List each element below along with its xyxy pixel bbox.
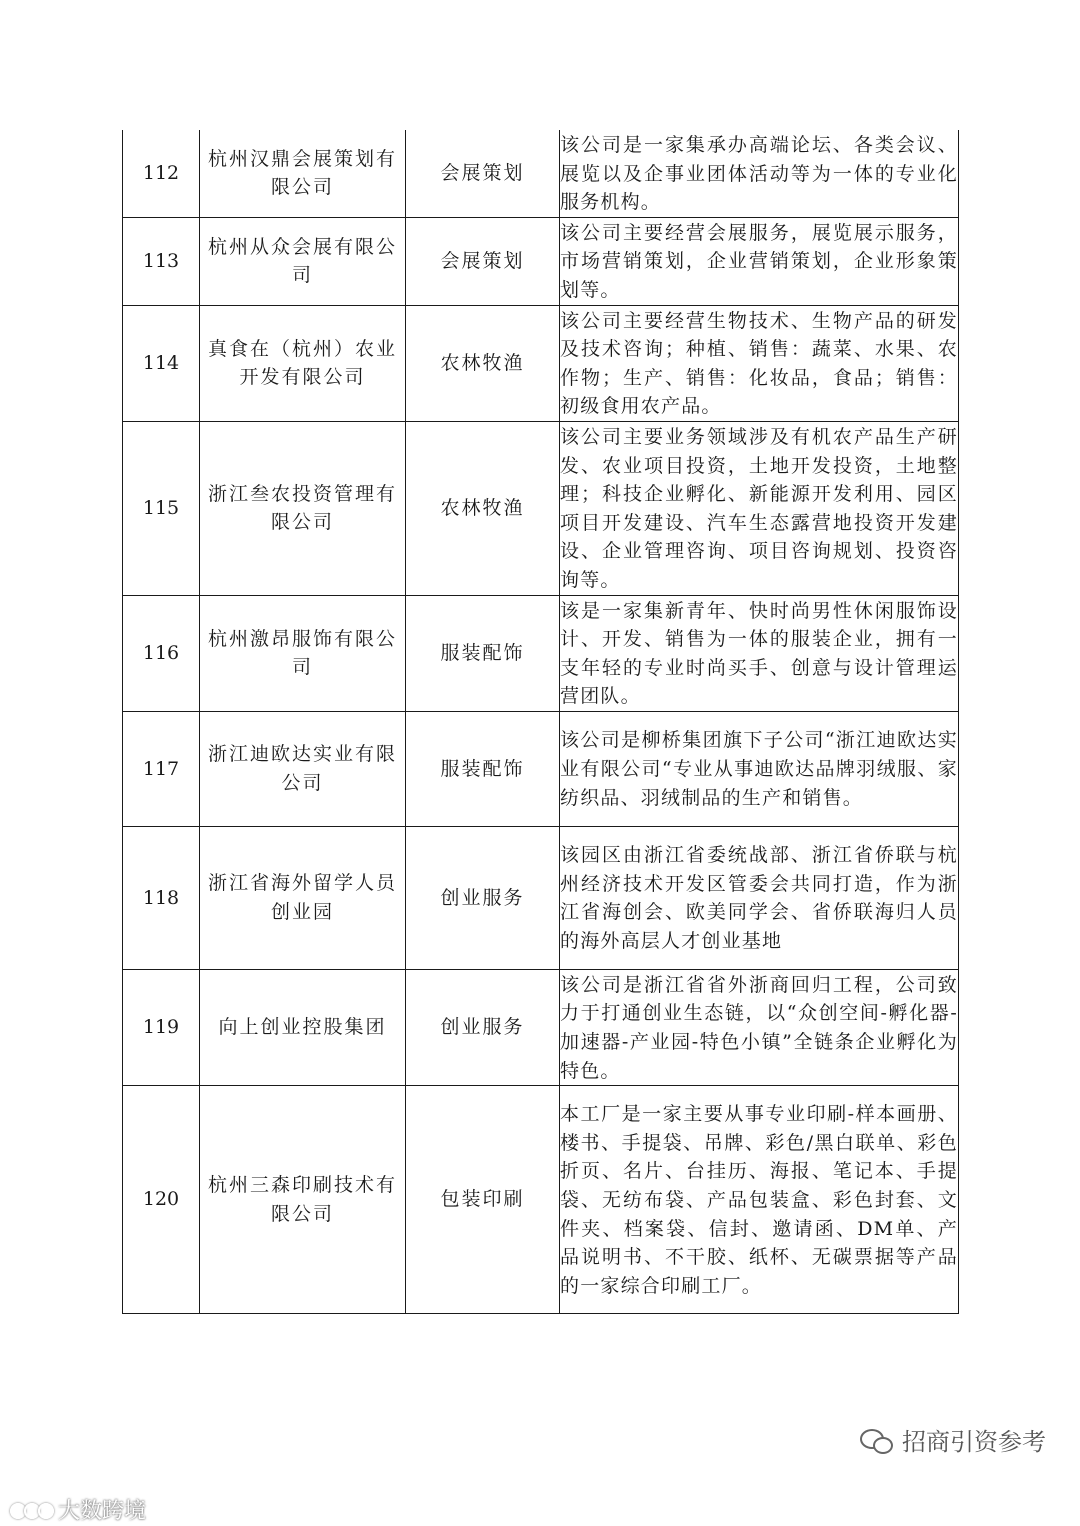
description: 该园区由浙江省委统战部、浙江省侨联与杭州经济技术开发区管委会共同打造，作为浙江省海创会、欧美同学会、省侨联海归人员的海外高层人才创业基地 — [560, 844, 958, 952]
wechat-watermark — [860, 1422, 1046, 1457]
industry: 农林牧渔 — [406, 421, 560, 595]
source-watermark — [8, 1494, 146, 1525]
table-row — [123, 217, 959, 305]
table-row — [123, 421, 959, 595]
row-number: 115 — [123, 421, 200, 595]
company-name: 浙江叁农投资管理有限公司 — [200, 421, 406, 595]
industry: 创业服务 — [406, 969, 560, 1085]
industry: 创业服务 — [406, 826, 560, 969]
description: 该公司主要经营生物技术、生物产品的研发及技术咨询；种植、销售：蔬菜、水果、农作物；生产、销售：化妆品，食品；销售：初级食用农产品。 — [560, 309, 958, 418]
company-name: 真食在（杭州）农业开发有限公司 — [200, 305, 406, 421]
table-row — [123, 595, 959, 711]
description-cell — [560, 969, 959, 1085]
description-cell — [560, 421, 959, 595]
wechat-account-name: 招商引资参考 — [902, 1428, 1046, 1456]
dashu-logo-icon — [8, 1499, 52, 1521]
description-cell — [560, 1086, 959, 1314]
row-number: 118 — [123, 826, 200, 969]
table-row — [123, 305, 959, 421]
description-cell — [560, 826, 959, 969]
description: 该公司主要业务领域涉及有机农产品生产研发、农业项目投资，土地开发投资，土地整理；科技企业孵化、新能源开发利用、园区项目开发建设、汽车生态露营地投资开发建设、企业管理咨询、项目咨询规划、投资咨询等。 — [560, 425, 958, 591]
company-name: 杭州三森印刷技术有限公司 — [200, 1086, 406, 1314]
description-cell — [560, 217, 959, 305]
description-cell — [560, 305, 959, 421]
description: 该公司是柳桥集团旗下子公司“浙江迪欧达实业有限公司“专业从事迪欧达品牌羽绒服、家纺织品、羽绒制品的生产和销售。 — [560, 729, 958, 809]
row-number: 113 — [123, 217, 200, 305]
company-name: 浙江省海外留学人员创业园 — [200, 826, 406, 969]
company-name: 浙江迪欧达实业有限公司 — [200, 711, 406, 826]
row-number: 116 — [123, 595, 200, 711]
description: 该公司是浙江省省外浙商回归工程，公司致力于打通创业生态链，以“众创空间-孵化器-加速器-产业园-特色小镇”全链条企业孵化为特色。 — [560, 973, 958, 1082]
source-name: 大数跨境 — [58, 1499, 147, 1524]
description-cell — [560, 130, 959, 217]
row-number: 112 — [123, 130, 200, 217]
row-number: 119 — [123, 969, 200, 1085]
industry: 包装印刷 — [406, 1086, 560, 1314]
description: 该公司是一家集承办高端论坛、各类会议、展览以及企事业团体活动等为一体的专业化服务机构。 — [560, 134, 958, 214]
table-row — [123, 969, 959, 1085]
table-row — [123, 1086, 959, 1314]
description: 本工厂是一家主要从事专业印刷-样本画册、楼书、手提袋、吊牌、彩色/黑白联单、彩色折页、名片、台挂历、海报、笔记本、手提袋、无纺布袋、产品包装盒、彩色封套、文件夹、档案袋、信封、邀请函、DM单、产品说明书、不干胶、纸杯、无碳票据等产品的一家综合印刷工厂。 — [560, 1103, 958, 1297]
table-row — [123, 826, 959, 969]
company-table — [122, 130, 959, 1314]
industry: 服装配饰 — [406, 595, 560, 711]
description: 该公司主要经营会展服务，展览展示服务，市场营销策划，企业营销策划，企业形象策划等。 — [560, 221, 958, 301]
company-name: 杭州从众会展有限公司 — [200, 217, 406, 305]
table-row — [123, 711, 959, 826]
row-number: 114 — [123, 305, 200, 421]
company-name: 杭州汉鼎会展策划有限公司 — [200, 130, 406, 217]
row-number: 117 — [123, 711, 200, 826]
wechat-icon — [860, 1427, 894, 1453]
industry: 会展策划 — [406, 217, 560, 305]
description: 该是一家集新青年、快时尚男性休闲服饰设计、开发、销售为一体的服装企业，拥有一支年轻的专业时尚买手、创意与设计管理运营团队。 — [560, 599, 958, 708]
company-name: 杭州激昂服饰有限公司 — [200, 595, 406, 711]
row-number: 120 — [123, 1086, 200, 1314]
industry: 会展策划 — [406, 130, 560, 217]
description-cell — [560, 711, 959, 826]
description-cell — [560, 595, 959, 711]
company-name: 向上创业控股集团 — [200, 969, 406, 1085]
industry: 农林牧渔 — [406, 305, 560, 421]
industry: 服装配饰 — [406, 711, 560, 826]
table-row — [123, 130, 959, 217]
